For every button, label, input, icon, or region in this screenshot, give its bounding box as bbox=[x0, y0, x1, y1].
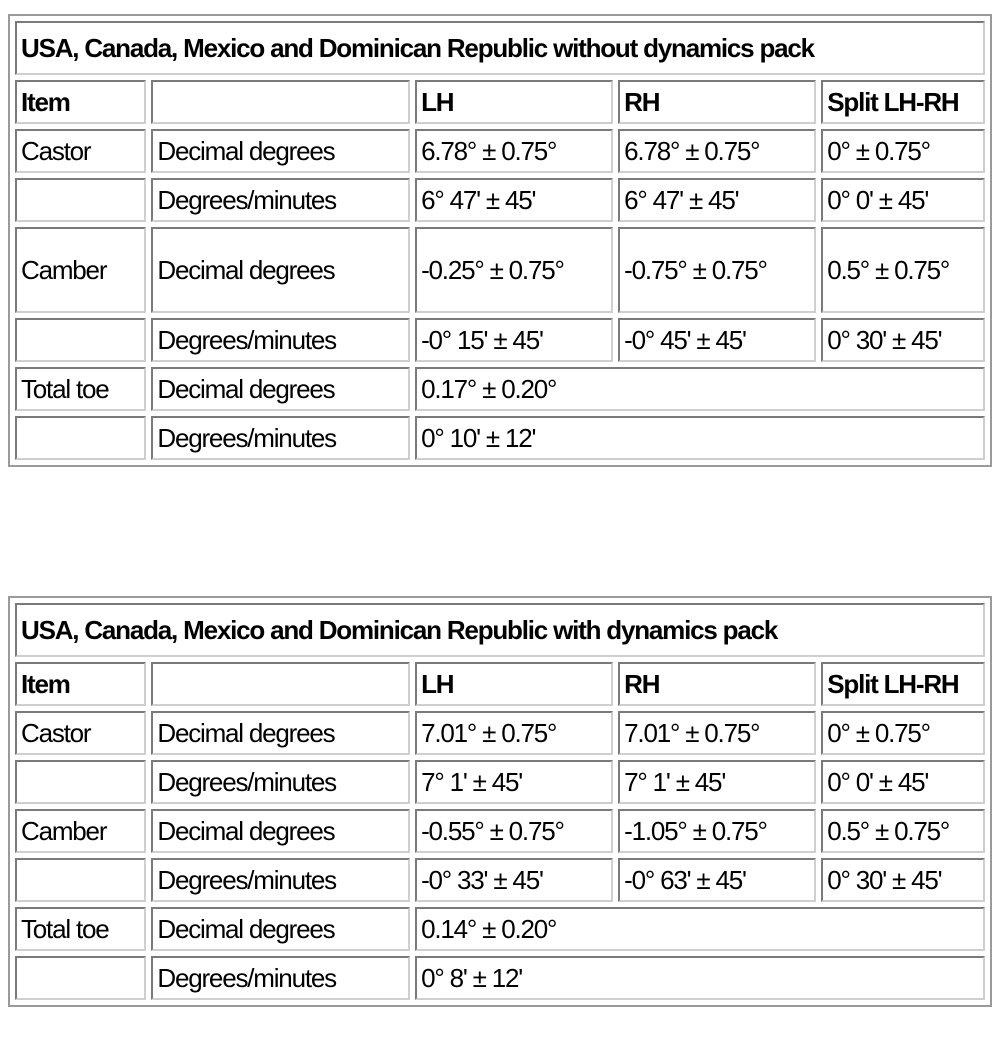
camber-decimal-label: Decimal degrees bbox=[151, 227, 410, 313]
camber-dm-label: Degrees/minutes bbox=[151, 858, 410, 902]
header-lh: LH bbox=[415, 80, 613, 124]
camber-item: Camber bbox=[15, 227, 146, 313]
camber-dm-item-blank bbox=[15, 858, 146, 902]
camber-decimal-lh: -0.55° ± 0.75° bbox=[415, 809, 613, 853]
castor-dm-rh: 7° 1' ± 45' bbox=[618, 760, 816, 804]
castor-item: Castor bbox=[15, 129, 146, 173]
camber-dm-item-blank bbox=[15, 318, 146, 362]
castor-decimal-label: Decimal degrees bbox=[151, 129, 410, 173]
castor-dm-split: 0° 0' ± 45' bbox=[821, 760, 985, 804]
castor-dm-rh: 6° 47' ± 45' bbox=[618, 178, 816, 222]
castor-dm-item-blank bbox=[15, 760, 146, 804]
camber-decimal-rh: -1.05° ± 0.75° bbox=[618, 809, 816, 853]
camber-decimal-label: Decimal degrees bbox=[151, 809, 410, 853]
camber-dm-lh: -0° 33' ± 45' bbox=[415, 858, 613, 902]
castor-decimal-split: 0° ± 0.75° bbox=[821, 711, 985, 755]
toe-dm-value: 0° 10' ± 12' bbox=[415, 416, 985, 460]
camber-dm-rh: -0° 45' ± 45' bbox=[618, 318, 816, 362]
castor-dm-item-blank bbox=[15, 178, 146, 222]
camber-dm-lh: -0° 15' ± 45' bbox=[415, 318, 613, 362]
camber-dm-split: 0° 30' ± 45' bbox=[821, 858, 985, 902]
camber-dm-rh: -0° 63' ± 45' bbox=[618, 858, 816, 902]
toe-dm-item-blank bbox=[15, 416, 146, 460]
castor-decimal-lh: 6.78° ± 0.75° bbox=[415, 129, 613, 173]
table-title: USA, Canada, Mexico and Dominican Republic with dynamics pack bbox=[15, 603, 985, 657]
header-blank bbox=[151, 80, 410, 124]
castor-decimal-rh: 7.01° ± 0.75° bbox=[618, 711, 816, 755]
toe-dm-value: 0° 8' ± 12' bbox=[415, 956, 985, 1000]
camber-decimal-rh: -0.75° ± 0.75° bbox=[618, 227, 816, 313]
table-title: USA, Canada, Mexico and Dominican Republic without dynamics pack bbox=[15, 21, 985, 75]
castor-dm-label: Degrees/minutes bbox=[151, 178, 410, 222]
header-item: Item bbox=[15, 662, 146, 706]
castor-item: Castor bbox=[15, 711, 146, 755]
castor-decimal-rh: 6.78° ± 0.75° bbox=[618, 129, 816, 173]
toe-dm-label: Degrees/minutes bbox=[151, 416, 410, 460]
camber-item: Camber bbox=[15, 809, 146, 853]
header-blank bbox=[151, 662, 410, 706]
toe-dm-label: Degrees/minutes bbox=[151, 956, 410, 1000]
castor-decimal-lh: 7.01° ± 0.75° bbox=[415, 711, 613, 755]
header-rh: RH bbox=[618, 662, 816, 706]
castor-dm-lh: 6° 47' ± 45' bbox=[415, 178, 613, 222]
toe-decimal-label: Decimal degrees bbox=[151, 907, 410, 951]
toe-item: Total toe bbox=[15, 907, 146, 951]
camber-decimal-split: 0.5° ± 0.75° bbox=[821, 227, 985, 313]
toe-dm-item-blank bbox=[15, 956, 146, 1000]
castor-decimal-label: Decimal degrees bbox=[151, 711, 410, 755]
camber-dm-label: Degrees/minutes bbox=[151, 318, 410, 362]
castor-decimal-split: 0° ± 0.75° bbox=[821, 129, 985, 173]
toe-item: Total toe bbox=[15, 367, 146, 411]
header-rh: RH bbox=[618, 80, 816, 124]
camber-decimal-lh: -0.25° ± 0.75° bbox=[415, 227, 613, 313]
header-split: Split LH-RH bbox=[821, 80, 985, 124]
castor-dm-lh: 7° 1' ± 45' bbox=[415, 760, 613, 804]
castor-dm-split: 0° 0' ± 45' bbox=[821, 178, 985, 222]
castor-dm-label: Degrees/minutes bbox=[151, 760, 410, 804]
alignment-table-with-dynamics-pack bbox=[8, 596, 992, 1007]
header-split: Split LH-RH bbox=[821, 662, 985, 706]
header-item: Item bbox=[15, 80, 146, 124]
toe-decimal-value: 0.17° ± 0.20° bbox=[415, 367, 985, 411]
toe-decimal-value: 0.14° ± 0.20° bbox=[415, 907, 985, 951]
camber-decimal-split: 0.5° ± 0.75° bbox=[821, 809, 985, 853]
alignment-table-without-dynamics-pack bbox=[8, 14, 992, 467]
header-lh: LH bbox=[415, 662, 613, 706]
toe-decimal-label: Decimal degrees bbox=[151, 367, 410, 411]
camber-dm-split: 0° 30' ± 45' bbox=[821, 318, 985, 362]
